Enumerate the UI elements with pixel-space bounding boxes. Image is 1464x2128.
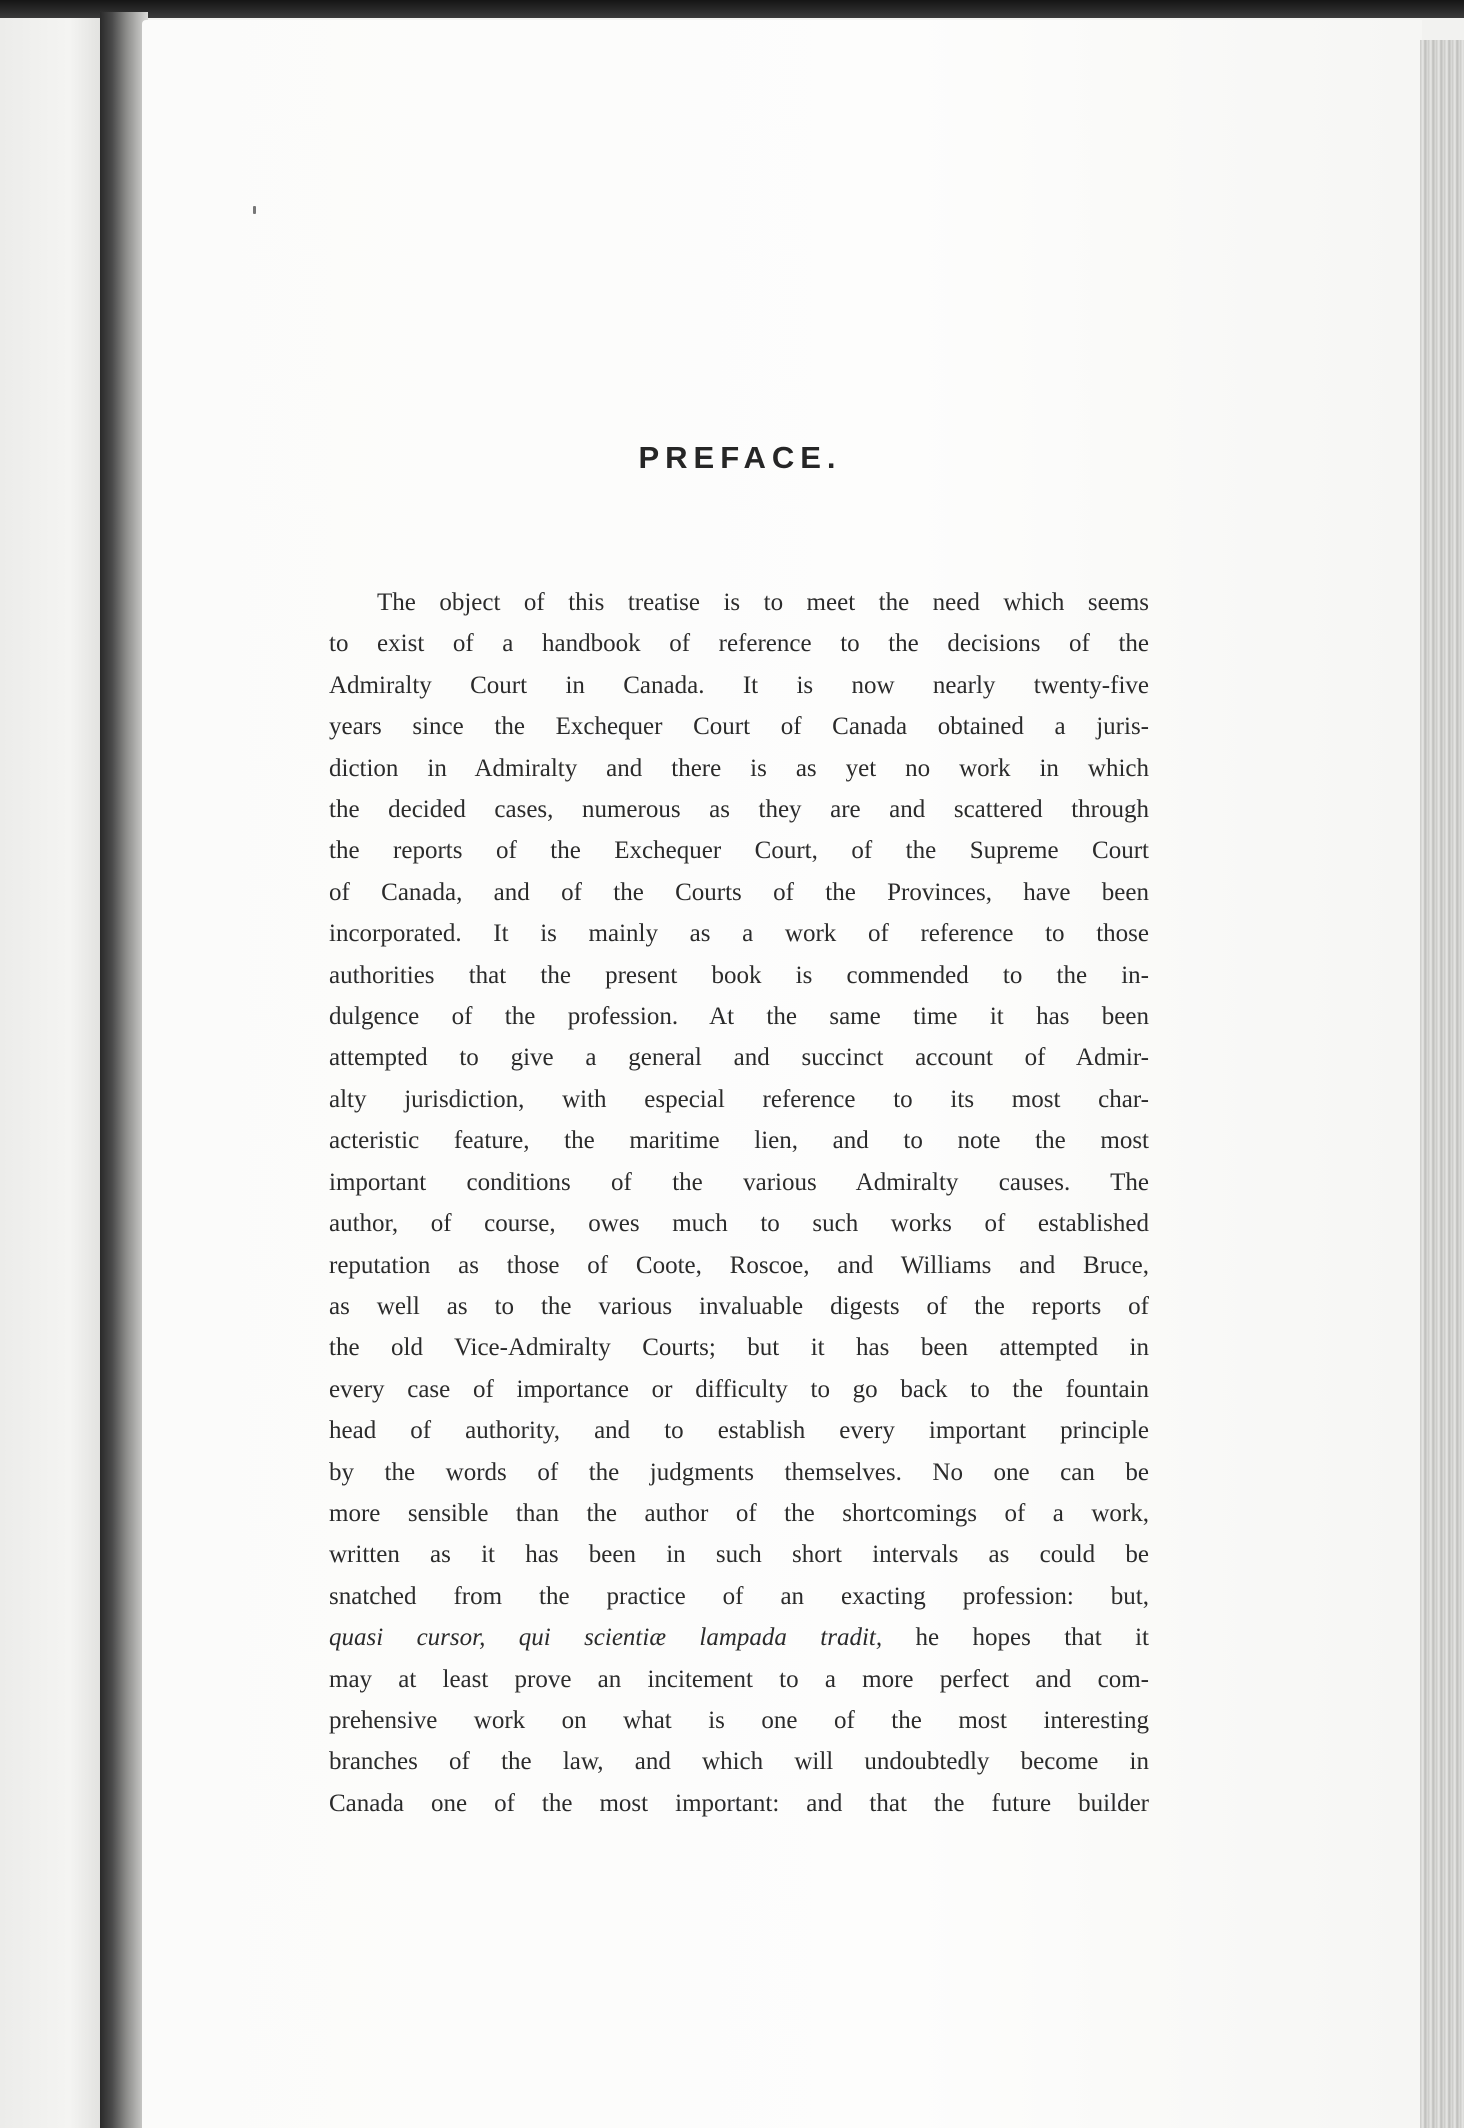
page-edges — [1420, 40, 1464, 2128]
preface-line: The object of this treatise is to meet the need which seems — [377, 589, 1149, 616]
scan-top-border — [0, 0, 1464, 18]
preface-line: the reports of the Exchequer Court, of the Supreme Court — [329, 837, 1149, 865]
preface-line: alty jurisdiction, with especial reference to its most char- — [329, 1085, 1149, 1113]
preface-line: branches of the law, and which will undoubtedly become in — [329, 1748, 1149, 1776]
preface-line: dulgence of the profession. At the same time it has been — [329, 1003, 1149, 1031]
ink-speck — [253, 206, 256, 214]
left-page-margin — [0, 18, 100, 2128]
preface-line: by the words of the judgments themselves. No one can be — [329, 1458, 1149, 1486]
preface-line: authorities that the present book is commended to the in- — [329, 961, 1149, 989]
preface-line: written as it has been in such short intervals as could be — [329, 1541, 1149, 1569]
preface-line: of Canada, and of the Courts of the Provinces, have been — [329, 878, 1149, 906]
preface-line: more sensible than the author of the shortcomings of a work, — [329, 1499, 1149, 1527]
preface-line: as well as to the various invaluable digests of the reports of — [329, 1292, 1149, 1320]
preface-line: to exist of a handbook of reference to the decisions of the — [329, 630, 1149, 658]
preface-line: snatched from the practice of an exacting profession: but, — [329, 1582, 1149, 1610]
preface-line: incorporated. It is mainly as a work of reference to those — [329, 920, 1149, 948]
latin-quotation: quasi cursor, qui scientiæ lampada tradit, — [329, 1624, 883, 1652]
page-title: PREFACE. — [638, 440, 842, 475]
preface-line: Canada one of the most important: and that the future builder — [329, 1789, 1149, 1817]
preface-line: attempted to give a general and succinct account of Admir- — [329, 1044, 1149, 1072]
preface-line-latin-quote — [329, 1617, 1149, 1658]
preface-line: the old Vice-Admiralty Courts; but it has been attempted in — [329, 1334, 1149, 1362]
preface-line: the decided cases, numerous as they are and scattered through — [329, 796, 1149, 824]
latin-line-rest: he hopes that it — [882, 1624, 1149, 1652]
preface-line: Admiralty Court in Canada. It is now nearly twenty-five — [329, 671, 1149, 699]
preface-line: reputation as those of Coote, Roscoe, and Williams and Bruce, — [329, 1251, 1149, 1279]
preface-line: diction in Admiralty and there is as yet no work in which — [329, 754, 1149, 782]
preface-line: important conditions of the various Admiralty causes. The — [329, 1168, 1149, 1196]
preface-body — [329, 582, 1149, 1824]
preface-line: prehensive work on what is one of the most interesting — [329, 1706, 1149, 1734]
preface-line: head of authority, and to establish every important principle — [329, 1417, 1149, 1445]
preface-line: acteristic feature, the maritime lien, and to note the most — [329, 1127, 1149, 1155]
preface-line: years since the Exchequer Court of Canada obtained a juris- — [329, 713, 1149, 741]
preface-line: author, of course, owes much to such works of established — [329, 1210, 1149, 1238]
book-gutter — [100, 12, 148, 2128]
preface-line: may at least prove an incitement to a more perfect and com- — [329, 1665, 1149, 1693]
preface-line: every case of importance or difficulty to go back to the fountain — [329, 1375, 1149, 1403]
